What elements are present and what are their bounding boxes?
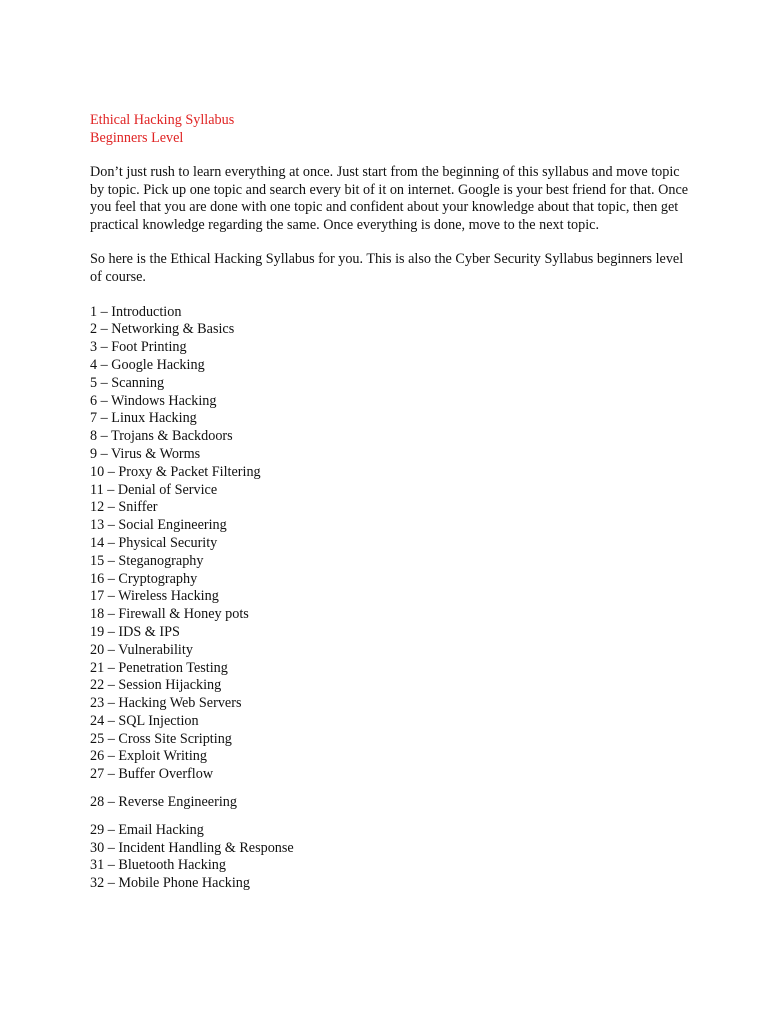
topic-item-24: 24 – SQL Injection [90,712,199,729]
topic-item-7: 7 – Linux Hacking [90,410,197,427]
title-main: Ethical Hacking Syllabus [90,112,235,128]
topic-item-18: 18 – Firewall & Honey pots [90,606,249,623]
topic-item-3: 3 – Foot Printing [90,339,187,356]
topic-item-12: 12 – Sniffer [90,499,158,516]
topic-item-15: 15 – Steganography [90,552,204,569]
syllabus-topic-list [90,304,690,894]
document-title [90,111,690,147]
topic-item-21: 21 – Penetration Testing [90,659,228,676]
topic-item-22: 22 – Session Hijacking [90,677,222,694]
topic-item-11: 11 – Denial of Service [90,481,218,498]
topic-item-17: 17 – Wireless Hacking [90,588,219,605]
topic-item-29: 29 – Email Hacking [90,821,204,838]
followup-paragraph: So here is the Ethical Hacking Syllabus for you. This is also the Cyber Security Syllabus beginners level of course. [90,251,684,285]
topic-item-10: 10 – Proxy & Packet Filtering [90,463,261,480]
topic-item-32: 32 – Mobile Phone Hacking [90,875,250,892]
document-page [90,111,690,893]
topic-item-14: 14 – Physical Security [90,534,218,551]
topic-item-19: 19 – IDS & IPS [90,623,180,640]
topic-item-31: 31 – Bluetooth Hacking [90,857,226,874]
topic-item-16: 16 – Cryptography [90,570,198,587]
topic-item-5: 5 – Scanning [90,374,165,391]
topic-item-6: 6 – Windows Hacking [90,392,217,409]
topic-item-13: 13 – Social Engineering [90,517,227,534]
topic-item-28: 28 – Reverse Engineering [90,794,237,811]
topic-item-27: 27 – Buffer Overflow [90,766,214,783]
topic-item-20: 20 – Vulnerability [90,641,193,658]
topic-item-9: 9 – Virus & Worms [90,445,201,462]
title-level: Beginners Level [90,130,184,146]
topic-item-30: 30 – Incident Handling & Response [90,839,294,856]
topic-item-2: 2 – Networking & Basics [90,321,235,338]
topic-item-23: 23 – Hacking Web Servers [90,695,242,712]
topic-item-8: 8 – Trojans & Backdoors [90,428,233,445]
topic-item-25: 25 – Cross Site Scripting [90,730,232,747]
topic-item-4: 4 – Google Hacking [90,356,205,373]
intro-paragraph: Don’t just rush to learn everything at once. Just start from the beginning of this syllabus and move topic by topic. Pick up one topic and search every bit of it on internet. Google is your best friend for that. Once you feel that you are done with one topic and confident about your knowledge about that topic, then get practical knowledge regarding the same. Once everything is done, move to the next topic. [90,164,689,233]
topic-item-1: 1 – Introduction [90,303,182,320]
topic-item-26: 26 – Exploit Writing [90,748,207,765]
